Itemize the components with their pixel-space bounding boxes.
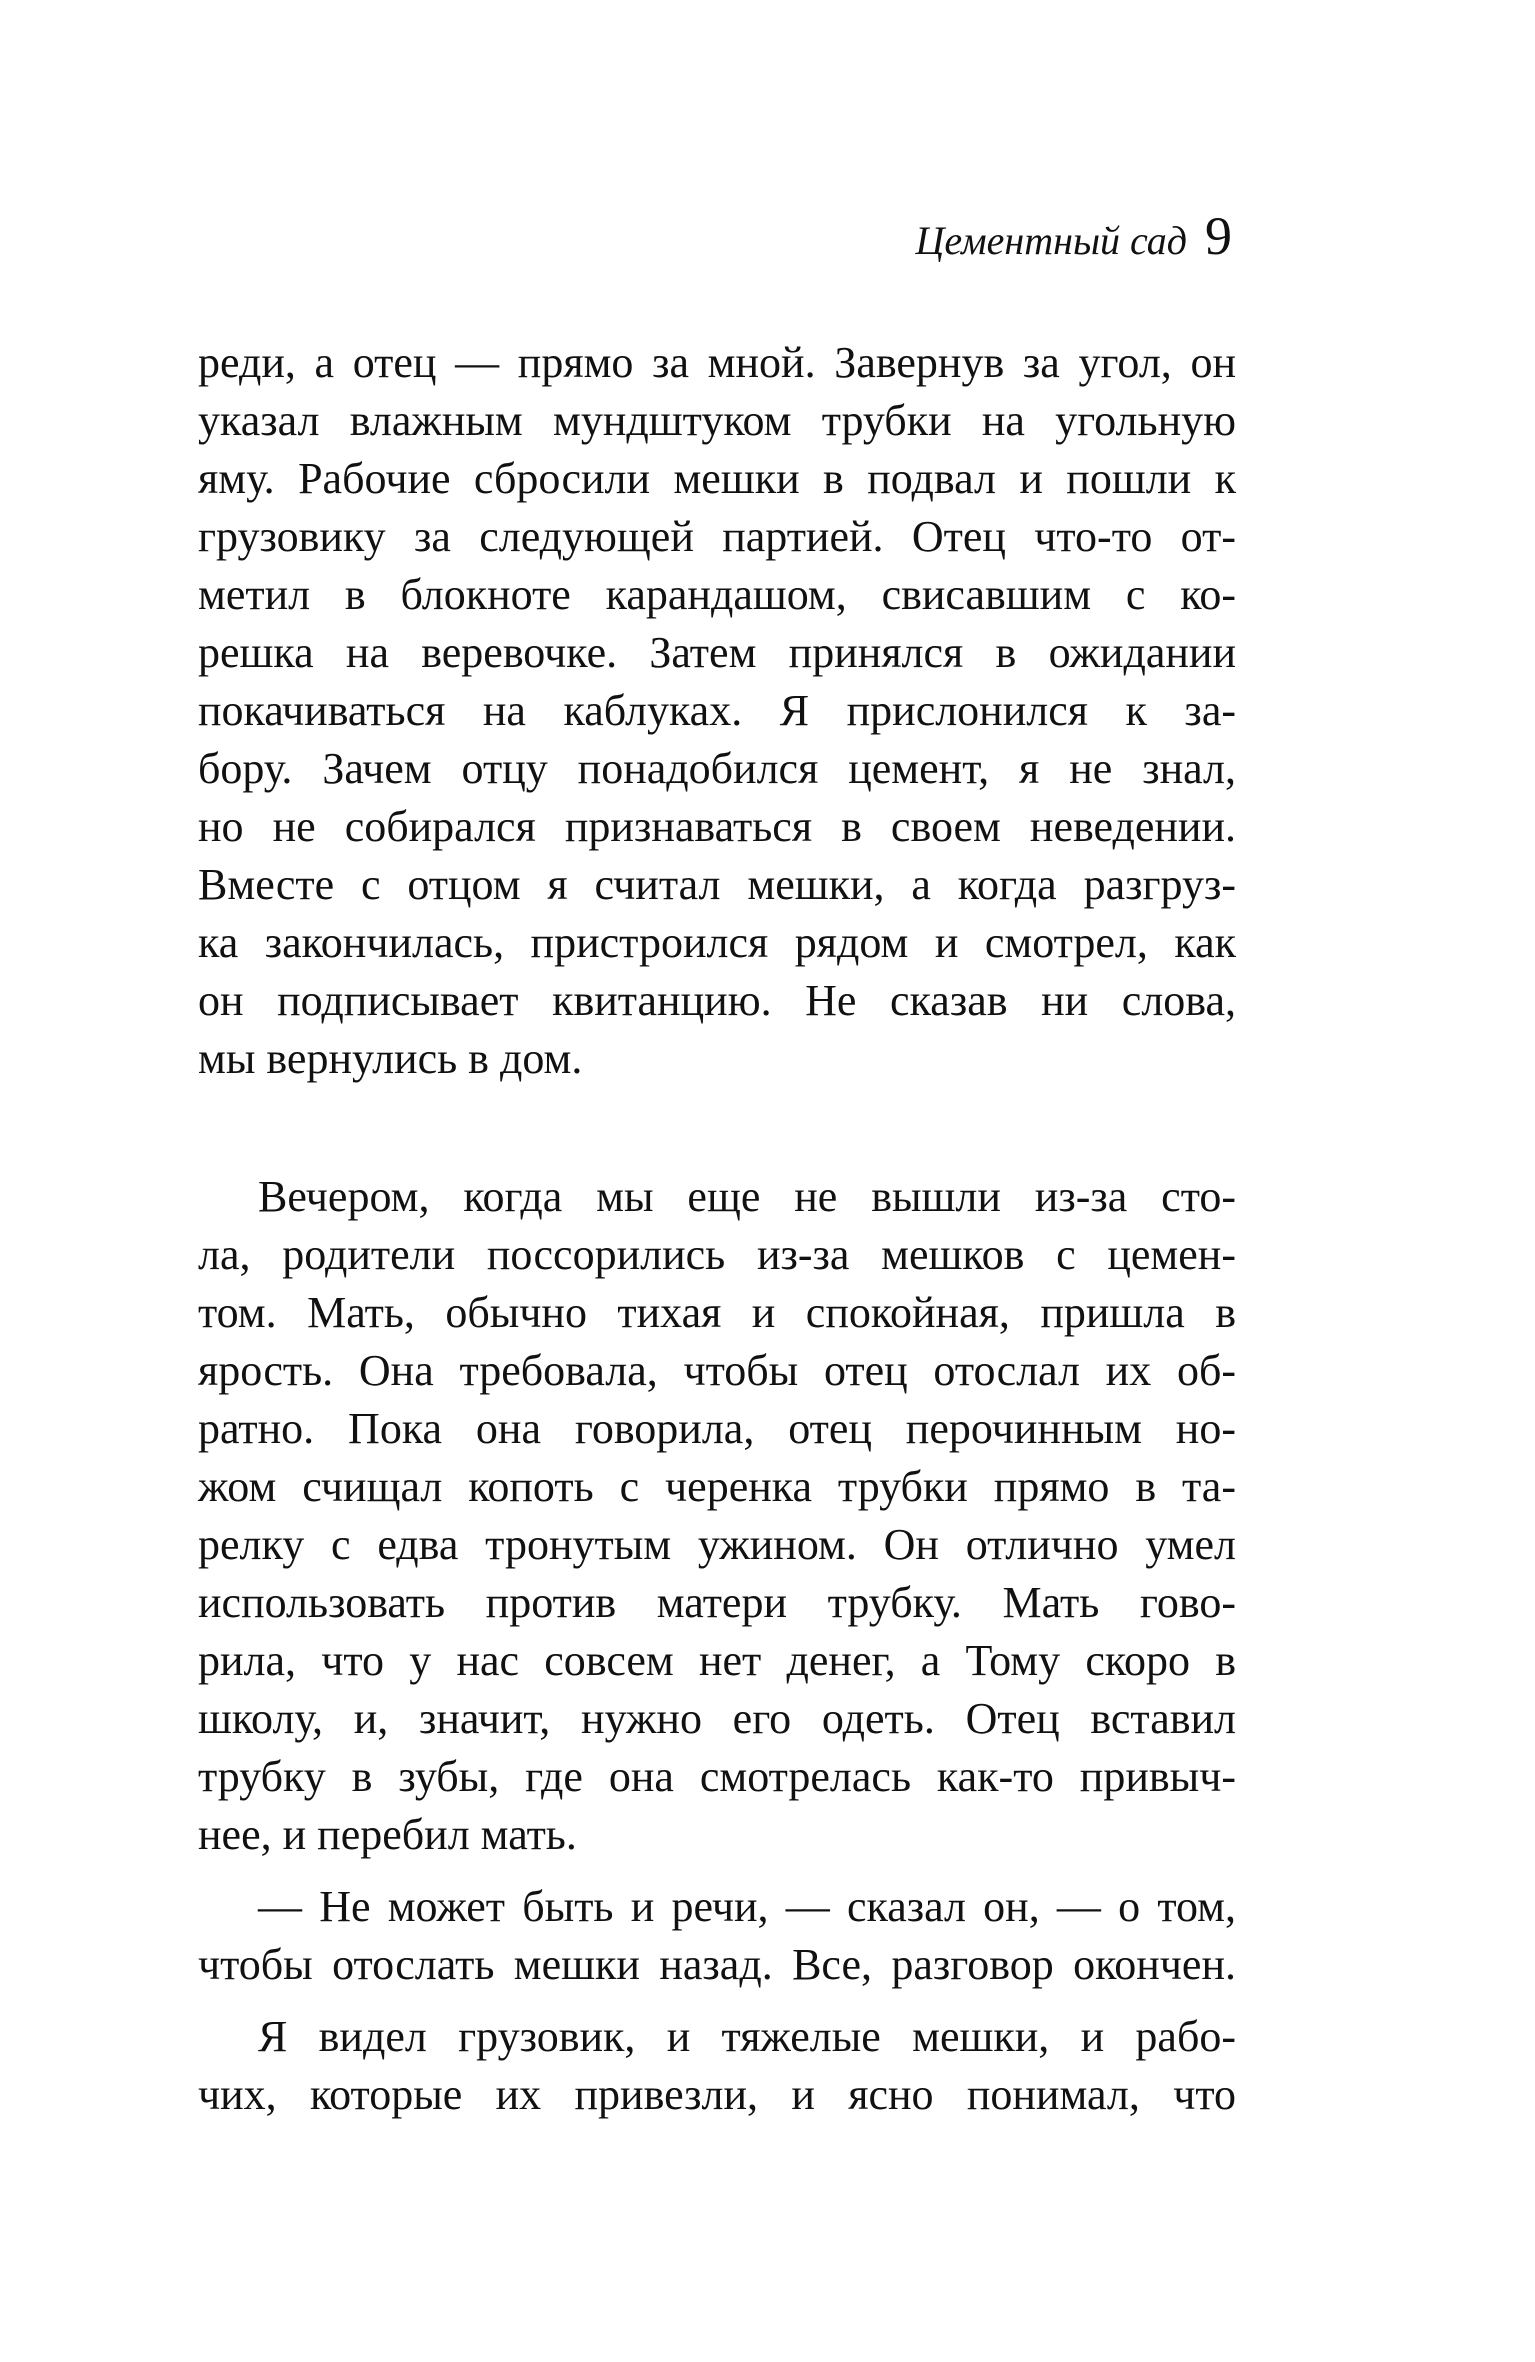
text-line: нее, и перебил мать. <box>198 1810 577 1859</box>
section-break <box>198 1088 1236 1168</box>
text-line: решка на веревочке. Затем принялся в ожидании <box>198 628 1236 677</box>
paragraph-gap <box>198 1864 1236 1878</box>
text-line: релку с едва тронутым ужином. Он отлично умел <box>198 1520 1236 1569</box>
paragraph <box>198 1168 1236 1864</box>
text-line: том. Мать, обычно тихая и спокойная, пришла в <box>198 1288 1236 1337</box>
text-line: рила, что у нас совсем нет денег, а Тому скоро в <box>198 1636 1236 1685</box>
text-line: ка закончилась, пристроился рядом и смотрел, как <box>198 918 1236 967</box>
text-line: трубку в зубы, где она смотрелась как-то привыч- <box>198 1752 1236 1801</box>
text-line: он подписывает квитанцию. Не сказав ни слова, <box>198 976 1236 1025</box>
text-line: чтобы отослать мешки назад. Все, разговор окончен. <box>198 1940 1236 1989</box>
text-line: школу, и, значит, нужно его одеть. Отец вставил <box>198 1694 1236 1743</box>
text-line: ярость. Она требовала, чтобы отец отослал их об- <box>198 1346 1236 1395</box>
text-line: жом счищал копоть с черенка трубки прямо в та- <box>198 1462 1236 1511</box>
text-line: чих, которые их привезли, и ясно понимал, что <box>198 2070 1236 2119</box>
text-line: яму. Рабочие сбросили мешки в подвал и пошли к <box>198 454 1236 503</box>
running-head <box>915 205 1232 267</box>
text-line: указал влажным мундштуком трубки на угольную <box>198 396 1236 445</box>
text-line: Вместе с отцом я считал мешки, а когда разгруз- <box>198 860 1236 909</box>
text-line: покачиваться на каблуках. Я прислонился к за- <box>198 686 1236 735</box>
body-text <box>198 334 1236 2124</box>
paragraph <box>198 2008 1236 2124</box>
paragraph <box>198 334 1236 1088</box>
text-line: реди, а отец — прямо за мной. Завернув за угол, он <box>198 338 1236 387</box>
text-line: использовать против матери трубку. Мать гово- <box>198 1578 1236 1627</box>
paragraph-gap <box>198 1994 1236 2008</box>
running-title: Цементный сад <box>915 218 1187 263</box>
text-line: метил в блокноте карандашом, свисавшим с ко- <box>198 570 1236 619</box>
text-line: бору. Зачем отцу понадобился цемент, я не знал, <box>198 744 1236 793</box>
page-number: 9 <box>1205 206 1232 266</box>
text-line: ратно. Пока она говорила, отец перочинным но- <box>198 1404 1236 1453</box>
text-line: Я видел грузовик, и тяжелые мешки, и рабо- <box>258 2012 1236 2061</box>
text-line: — Не может быть и речи, — сказал он, — о том, <box>258 1882 1236 1931</box>
text-line: но не собирался признаваться в своем неведении. <box>198 802 1236 851</box>
text-line: ла, родители поссорились из-за мешков с цемен- <box>198 1230 1236 1279</box>
paragraph <box>198 1878 1236 1994</box>
text-line: грузовику за следующей партией. Отец что-то от- <box>198 512 1236 561</box>
text-line: мы вернулись в дом. <box>198 1034 583 1083</box>
text-line: Вечером, когда мы еще не вышли из-за сто- <box>258 1172 1236 1221</box>
